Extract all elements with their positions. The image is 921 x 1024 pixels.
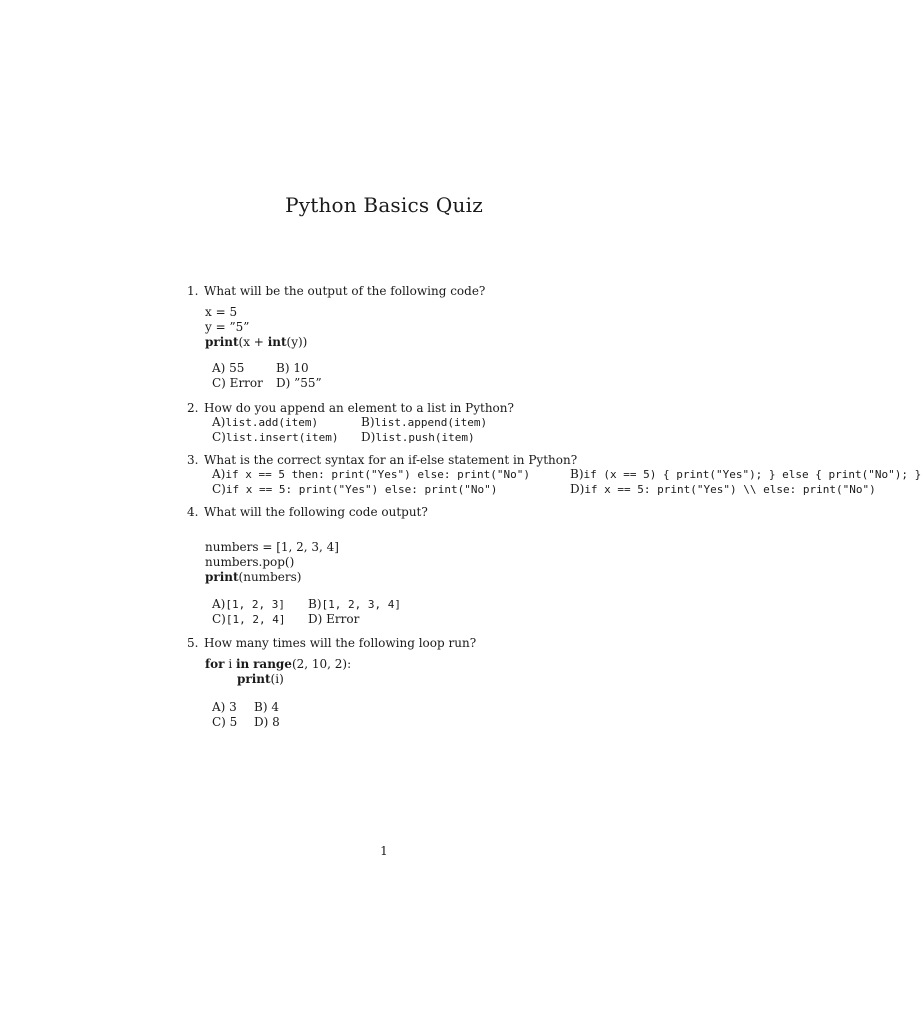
option-code: if (x == 5) { print("Yes"); } else { print("No"); }: [583, 468, 921, 481]
question-5: [187, 636, 476, 650]
option-label: C): [212, 430, 226, 444]
option-d: D) 8: [254, 715, 280, 729]
option-code: [1, 2, 4]: [225, 613, 286, 626]
option-b: B) 4: [254, 700, 279, 714]
option-label: A): [212, 467, 226, 481]
options-4: [212, 597, 401, 627]
option-label: B): [570, 467, 584, 481]
option-label: B): [361, 415, 375, 429]
option-c: [212, 482, 570, 497]
question-text: What is the correct syntax for an if-else statement in Python?: [204, 453, 578, 467]
code-keyword: int: [267, 335, 287, 349]
option-a: A) 55: [212, 361, 245, 375]
code-block-4: [205, 540, 339, 585]
option-code: if x == 5 then: print("Yes") else: print("No"): [225, 468, 530, 481]
option-code: list.append(item): [374, 416, 488, 429]
option-label: C): [212, 612, 226, 626]
options-1: [212, 361, 322, 391]
code-line: y = ”5”: [205, 320, 250, 334]
code-line: [205, 657, 351, 672]
question-text: How do you append an element to a list in Python?: [204, 401, 514, 415]
question-number: 2.: [187, 401, 199, 415]
option-a: [212, 597, 308, 612]
code-line: numbers = [1, 2, 3, 4]: [205, 540, 339, 554]
option-code: list.add(item): [225, 416, 319, 429]
option-d: [570, 482, 876, 497]
option-d: D) Error: [308, 612, 360, 626]
option-label: B): [308, 597, 322, 611]
option-label: A): [212, 597, 226, 611]
question-text: What will be the output of the following code?: [204, 284, 486, 298]
code-keyword: print: [205, 570, 239, 584]
option-label: A): [212, 415, 226, 429]
option-code: [1, 2, 3, 4]: [321, 598, 401, 611]
code-text: (numbers): [238, 570, 302, 584]
code-line: [205, 335, 307, 350]
option-label: D): [570, 482, 585, 496]
question-number: 1.: [187, 284, 199, 298]
question-3: [187, 453, 577, 467]
code-keyword: print: [237, 672, 271, 686]
code-block-1: [205, 305, 307, 350]
code-line: [205, 672, 351, 687]
code-text: (x +: [238, 335, 268, 349]
option-b: [361, 415, 487, 430]
option-code: [1, 2, 3]: [225, 598, 285, 611]
option-a: A) 3: [212, 700, 237, 714]
question-text: How many times will the following loop run?: [204, 636, 477, 650]
page-title: Python Basics Quiz: [285, 193, 483, 217]
options-5: [212, 700, 280, 730]
option-b: [308, 597, 401, 612]
code-line: numbers.pop(): [205, 555, 295, 569]
option-code: if x == 5: print("Yes") else: print("No"): [225, 483, 498, 496]
options-3: [212, 467, 921, 497]
code-keyword: range: [253, 657, 292, 671]
option-b: [570, 467, 921, 482]
code-keyword: in: [235, 657, 250, 671]
option-label: C): [212, 482, 226, 496]
option-b: B) 10: [276, 361, 309, 375]
page-number: 1: [380, 844, 388, 858]
code-keyword: print: [205, 335, 239, 349]
option-a: [212, 415, 361, 430]
option-c: C) 5: [212, 715, 238, 729]
option-label: D): [361, 430, 376, 444]
option-c: [212, 612, 308, 627]
code-text: (2, 10, 2):: [291, 657, 352, 671]
option-c: [212, 430, 361, 445]
code-text: (i): [270, 672, 284, 686]
options-2: [212, 415, 487, 445]
code-line: [205, 570, 339, 585]
question-text: What will the following code output?: [204, 505, 428, 519]
option-d: D) ”55”: [276, 376, 322, 390]
option-d: [361, 430, 475, 445]
code-text: i: [224, 657, 236, 671]
question-4: [187, 505, 428, 519]
code-keyword: for: [205, 657, 225, 671]
option-c: C) Error: [212, 376, 263, 390]
code-block-5: [205, 657, 351, 687]
option-a: [212, 467, 570, 482]
question-number: 5.: [187, 636, 199, 650]
question-number: 3.: [187, 453, 199, 467]
code-line: x = 5: [205, 305, 238, 319]
option-code: list.push(item): [375, 431, 475, 444]
question-2: [187, 401, 514, 415]
question-number: 4.: [187, 505, 199, 519]
option-code: if x == 5: print("Yes") \\ else: print("No"): [584, 483, 876, 496]
option-code: list.insert(item): [225, 431, 339, 444]
question-1: [187, 284, 485, 298]
code-text: (y)): [286, 335, 308, 349]
